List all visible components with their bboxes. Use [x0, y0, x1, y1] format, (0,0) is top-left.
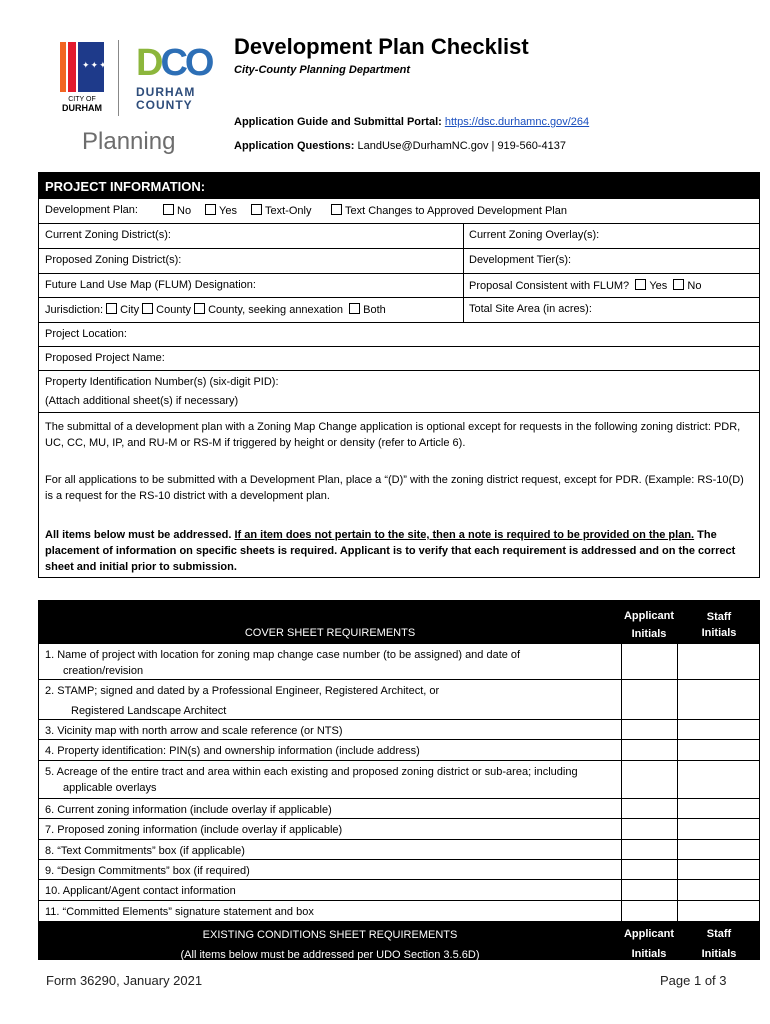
- page-number: Page 1 of 3: [660, 973, 727, 988]
- table-row: 5. Acreage of the entire tract and area within each existing and proposed zoning district or sub-area; including applicable overlays: [39, 760, 759, 798]
- jurisdiction-annexation-checkbox[interactable]: [194, 303, 205, 314]
- flum-no-checkbox[interactable]: [673, 279, 684, 290]
- staff-initials-header: Staff Initials: [701, 611, 737, 639]
- project-name-field[interactable]: Proposed Project Name:: [45, 352, 165, 364]
- project-name-row: [39, 346, 759, 370]
- logo-divider: [118, 40, 119, 116]
- development-tier-field[interactable]: Development Tier(s):: [469, 254, 572, 266]
- pid-note: (Attach additional sheet(s) if necessary): [45, 395, 239, 407]
- jurisdiction-row: Jurisdiction: City County County, seeking annexation Both Total Site Area (in acres):: [39, 297, 759, 322]
- jurisdiction-both-checkbox[interactable]: [349, 303, 360, 314]
- cover-sheet-table: [38, 600, 760, 960]
- dev-plan-text-only-checkbox[interactable]: [251, 204, 262, 215]
- zoning-row: [39, 223, 759, 248]
- instructions-row: [39, 412, 759, 578]
- jurisdiction-city-checkbox[interactable]: [106, 303, 117, 314]
- dev-plan-yes-checkbox[interactable]: [205, 204, 216, 215]
- stars-icon: ✦✦✦: [82, 60, 108, 70]
- instruction-paragraph-3: All items below must be addressed. If an item does not pertain to the site, then a note is required to be provided on the plan. The placement of information on specific sheets is required. Applicant is to verify that each requirement is addressed and on the correct sheet and initial prior to submission.: [45, 529, 736, 573]
- applicant-initials-header: Applicant Initials: [623, 610, 675, 640]
- table-row: 7. Proposed zoning information (include overlay if applicable): [39, 818, 759, 839]
- form-number: Form 36290, January 2021: [46, 973, 203, 988]
- dev-plan-text-changes-checkbox[interactable]: [331, 204, 342, 215]
- table-row: 3. Vicinity map with north arrow and scale reference (or NTS): [39, 719, 759, 739]
- table-row: 8. “Text Commitments” box (if applicable): [39, 839, 759, 859]
- table-row: 9. “Design Commitments” box (if required): [39, 859, 759, 879]
- city-logo-text: CITY OF DURHAM: [62, 96, 102, 113]
- dco-logo: DCO: [136, 42, 212, 84]
- dev-plan-no-checkbox[interactable]: [163, 204, 174, 215]
- page-title: Development Plan Checklist: [234, 34, 529, 59]
- table-row: 10. Applicant/Agent contact information: [39, 879, 759, 900]
- pid-field[interactable]: Property Identification Number(s) (six-digit PID):: [45, 376, 279, 388]
- flum-row: Future Land Use Map (FLUM) Designation: Proposal Consistent with FLUM? Yes No: [39, 273, 759, 297]
- table-row: 4. Property identification: PIN(s) and ownership information (include address): [39, 739, 759, 760]
- existing-conditions-header: EXISTING CONDITIONS SHEET REQUIREMENTS (All items below must be addressed per UDO Section 3.5.6D) Applicant Initials Staff Initials: [39, 921, 759, 959]
- proposed-row: [39, 248, 759, 273]
- flum-yes-checkbox[interactable]: [635, 279, 646, 290]
- jurisdiction-county-checkbox[interactable]: [142, 303, 153, 314]
- portal-link[interactable]: https://dsc.durhamnc.gov/264: [444, 116, 590, 128]
- guide-line: Application Guide and Submittal Portal: https://dsc.durhamnc.gov/264: [234, 116, 590, 128]
- site-area-field[interactable]: Total Site Area (in acres):: [469, 303, 592, 315]
- page-subtitle: City-County Planning Department: [234, 64, 411, 76]
- pid-row: [39, 370, 759, 412]
- location-row: [39, 322, 759, 346]
- project-location-field[interactable]: Project Location:: [45, 328, 127, 340]
- flum-designation-field[interactable]: Future Land Use Map (FLUM) Designation:: [45, 279, 256, 291]
- instruction-paragraph-2: For all applications to be submitted with a Development Plan, place a “(D)” with the zoning district request, except for PDR. (Example: RS-10(D) is a request for the RS-10 district with a development plan.: [45, 474, 744, 502]
- table-row: 11. “Committed Elements” signature statement and box: [39, 900, 759, 921]
- durham-county-text: DURHAM COUNTY: [136, 85, 196, 112]
- planning-logo-text: Planning: [82, 128, 176, 155]
- table-row: 1. Name of project with location for zoning map change case number (to be assigned) and date of creation/revision: [39, 643, 759, 679]
- table-row: 2. STAMP; signed and dated by a Professional Engineer, Registered Architect, or Registered Landscape Architect: [39, 679, 759, 719]
- project-information-heading: PROJECT INFORMATION:: [39, 173, 759, 199]
- dev-plan-row: Development Plan: No Yes Text-Only Text Changes to Approved Development Plan: [45, 204, 567, 217]
- project-information-box: [38, 172, 760, 578]
- instruction-paragraph-1: The submittal of a development plan with a Zoning Map Change application is optional except for requests in the following zoning district: PDR, UC, CC, MU, IP, and RU-M or RS-M if triggered by height or density (refer to Article 6).: [45, 421, 741, 449]
- questions-line: Application Questions: LandUse@DurhamNC.gov | 919-560-4137: [234, 140, 566, 152]
- current-zoning-field[interactable]: Current Zoning District(s):: [45, 229, 171, 241]
- cover-sheet-header: COVER SHEET REQUIREMENTS Applicant Initials Staff Initials: [39, 601, 759, 643]
- proposed-zoning-field[interactable]: Proposed Zoning District(s):: [45, 254, 182, 266]
- current-overlay-field[interactable]: Current Zoning Overlay(s):: [469, 229, 600, 241]
- table-row: 6. Current zoning information (include overlay if applicable): [39, 798, 759, 818]
